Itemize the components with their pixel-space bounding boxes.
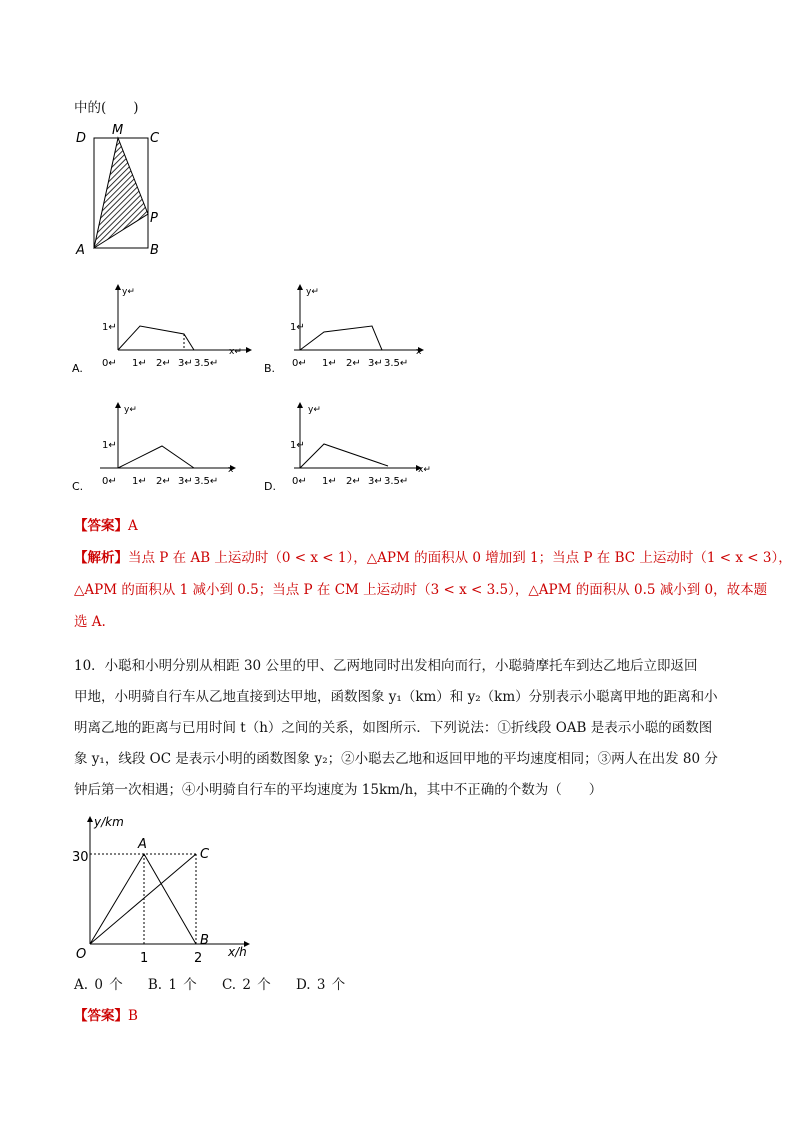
answer-tag: 【答案】 (74, 518, 128, 534)
y-axis-label: y↵ (306, 287, 319, 297)
tick-1: 1↵ (322, 476, 337, 487)
q9-option-c-graph (70, 398, 270, 498)
option-b: B. 1 个 (147, 977, 197, 993)
tick-3-5: 3.5↵ (384, 358, 409, 369)
y-tick-1: 1↵ (102, 322, 117, 333)
q9-stem-tail: 中的( ) (74, 100, 139, 116)
tick-0: 0↵ (292, 476, 307, 487)
y-tick-1: 1↵ (102, 440, 117, 451)
x-tick-1: 1 (140, 951, 149, 966)
tick-3-5: 3.5↵ (194, 476, 219, 487)
tick-2: 2↵ (156, 476, 171, 487)
tick-2: 2↵ (346, 476, 361, 487)
option-letter: D. (264, 480, 276, 493)
tick-3: 3↵ (368, 476, 383, 487)
q9-analysis-line-2: △APM 的面积从 1 减小到 0.5；当点 P 在 CM 上运动时（3 < x < 3.5），△APM 的面积从 0.5 减小到 0，故本题 (74, 582, 768, 598)
origin-label: O (76, 947, 87, 962)
q9-analysis-line-3: 选 A. (74, 614, 106, 630)
x-axis-label: x/h (228, 945, 247, 959)
tick-2: 2↵ (346, 358, 361, 369)
label-D: D (76, 131, 87, 146)
label-C: C (150, 131, 160, 146)
tick-3: 3↵ (178, 476, 193, 487)
tick-3: 3↵ (368, 358, 383, 369)
q9-option-a-graph (70, 280, 270, 380)
tick-0: 0↵ (102, 358, 117, 369)
point-C-label: C (200, 847, 210, 862)
tick-3: 3↵ (178, 358, 193, 369)
q9-answer-line (74, 516, 138, 536)
q10-line-2: 甲地，小明骑自行车从乙地直接到达甲地，函数图象 y₁（km）和 y₂（km）分别表示小聪离甲地的距离和小 (74, 689, 718, 705)
analysis-text-1: 当点 P 在 AB 上运动时（0 < x < 1），△APM 的面积从 0 增加到 1；当点 P 在 BC 上运动时（1 < x < 3）， (128, 550, 792, 566)
answer-value: A (128, 518, 138, 534)
y-axis-label: y↵ (308, 405, 321, 415)
option-a: A. 0 个 (74, 977, 123, 993)
tick-0: 0↵ (292, 358, 307, 369)
q10-answer-line (74, 1006, 138, 1026)
y-tick-30: 30 (72, 850, 89, 865)
x-tick-2: 2 (194, 951, 203, 966)
q10-options (74, 975, 345, 995)
q10-line-5: 钟后第一次相遇；④小明骑自行车的平均速度为 15km/h，其中不正确的个数为（ ） (74, 782, 603, 798)
y-tick-1: 1↵ (290, 322, 305, 333)
label-A: A (76, 243, 85, 258)
label-P: P (150, 211, 158, 226)
q10-line-4: 象 y₁，线段 OC 是表示小明的函数图象 y₂；②小聪去乙地和返回甲地的平均速度相同；③两人在出发 80 分 (74, 751, 718, 767)
point-A-label: A (138, 837, 147, 852)
tick-0: 0↵ (102, 476, 117, 487)
q9-analysis-line-1 (74, 548, 792, 568)
y-axis-label: y/km (94, 815, 124, 829)
tick-2: 2↵ (156, 358, 171, 369)
tick-3-5: 3.5↵ (194, 358, 219, 369)
tick-1: 1↵ (322, 358, 337, 369)
q10-distance-time-graph (64, 810, 264, 970)
option-letter: B. (264, 362, 276, 375)
point-B-label: B (200, 933, 209, 948)
x-axis-label: x↵ (229, 347, 242, 357)
answer-tag: 【答案】 (74, 1008, 128, 1024)
analysis-tag: 【解析】 (74, 550, 128, 566)
q9-option-b-graph (262, 280, 462, 380)
answer-value: B (128, 1008, 138, 1024)
tick-1: 1↵ (132, 358, 147, 369)
tick-1: 1↵ (132, 476, 147, 487)
option-c: C. 2 个 (221, 977, 271, 993)
x-axis-label: x (228, 465, 234, 475)
y-axis-label: y↵ (124, 405, 137, 415)
tick-3-5: 3.5↵ (384, 476, 409, 487)
q10-line-1: 10．小聪和小明分别从相距 30 公里的甲、乙两地同时出发相向而行，小聪骑摩托车到达乙地后立即返回 (74, 658, 698, 674)
option-d: D. 3 个 (295, 977, 346, 993)
label-M: M (112, 123, 124, 138)
x-axis-label: x (416, 347, 422, 357)
y-tick-1: 1↵ (290, 440, 305, 451)
q9-rectangle-figure (70, 118, 180, 260)
option-letter: A. (72, 362, 83, 375)
label-B: B (150, 243, 159, 258)
y-axis-label: y↵ (122, 287, 135, 297)
q9-option-d-graph (262, 398, 462, 498)
x-axis-label: x↵ (418, 465, 431, 475)
q10-line-3: 明离乙地的距离与已用时间 t（h）之间的关系，如图所示．下列说法：①折线段 OAB 是表示小聪的函数图 (74, 720, 713, 736)
option-letter: C. (72, 480, 84, 493)
